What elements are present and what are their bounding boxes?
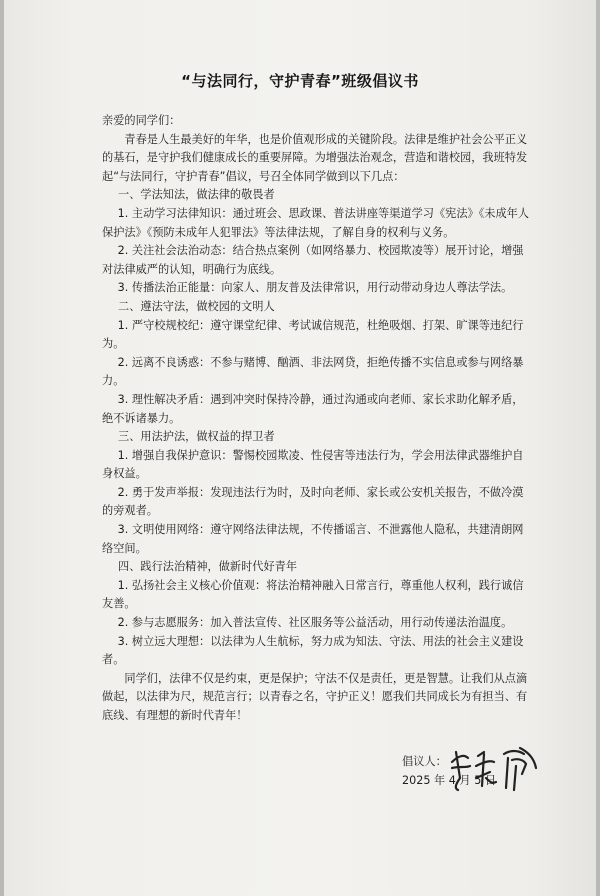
signature-label: 倡议人：: [402, 755, 447, 768]
section-heading: 三、用法护法，做权益的捍卫者: [118, 430, 275, 444]
section-item: 2. 远离不良诱惑：不参与赌博、酗酒、非法网贷，拒绝传播不实信息或参与网络暴力。: [102, 355, 524, 388]
section-heading: 一、学法知法，做法律的敬畏者: [118, 188, 275, 202]
section-heading: 四、践行法治精神，做新时代好青年: [118, 560, 298, 574]
document-body: [102, 112, 534, 726]
section-item: 1. 主动学习法律知识：通过班会、思政课、普法讲座等渠道学习《宪法》《未成年人保护法》《预防未成年人犯罪法》等法律法规，了解自身的权利与义务。: [102, 206, 530, 239]
section-item: 3. 树立远大理想：以法律为人生航标，努力成为知法、守法、用法的社会主义建设者。: [102, 634, 524, 667]
section-item: 3. 传播法治正能量：向家人、朋友普及法律常识，用行动带动身边人尊法学法。: [117, 281, 513, 295]
section-item: 3. 文明使用网络：遵守网络法律法规，不传播谣言、不泄露他人隐私，共建清朗网络空间。: [102, 523, 524, 555]
section-item: 1. 增强自我保护意识：警惕校园欺凌、性侵害等违法行为，学会用法律武器维护自身权益。: [102, 448, 524, 481]
section-item: 2. 勇于发声举报：发现违法行为时，及时向老师、家长或公安机关报告，不做冷漠的旁观者。: [102, 485, 524, 518]
section-item: 1. 严守校规校纪：遵守课堂纪律、考试诚信规范，杜绝吸烟、打架、旷课等违纪行为。: [102, 318, 524, 351]
document-title: “与法同行，守护青春”班级倡议书: [181, 72, 419, 90]
section-item: 2. 关注社会法治动态：结合热点案例（如网络暴力、校园欺凌等）展开讨论，增强对法律威严的认知，明确行为底线。: [102, 244, 524, 276]
intro-paragraph: 青春是人生最美好的年华，也是价值观形成的关键阶段。法律是维护社会公平正义的基石，是守护我们健康成长的重要屏障。为增强法治观念，营造和谐校园，我班特发起“与法同行，守护青春”倡议，号召全体同学做到以下几点：: [102, 132, 528, 183]
closing-paragraph: 同学们，法律不仅是约束，更是保护；守法不仅是责任，更是智慧。让我们从点滴做起，以法律为尺，规范言行；以青春之名，守护正义！愿我们共同成长为有担当、有底线、有理想的新时代青年！: [102, 671, 528, 722]
date-text: 2025 年 4 月 5 日: [402, 774, 497, 787]
greeting: 亲爱的同学们：: [102, 114, 181, 127]
section-item: 1. 弘扬社会主义核心价值观：将法治精神融入日常言行，尊重他人权利，践行诚信友善。: [102, 578, 524, 611]
section-heading: 二、遵法守法，做校园的文明人: [118, 299, 275, 313]
section-item: 3. 理性解决矛盾：遇到冲突时保持冷静，通过沟通或向老师、家长求助化解矛盾，绝不诉诸暴力。: [102, 392, 524, 425]
document-page: [4, 0, 596, 896]
signature-block: [394, 738, 554, 798]
section-item: 2. 参与志愿服务：加入普法宣传、社区服务等公益活动，用行动传递法治温度。: [117, 616, 513, 630]
